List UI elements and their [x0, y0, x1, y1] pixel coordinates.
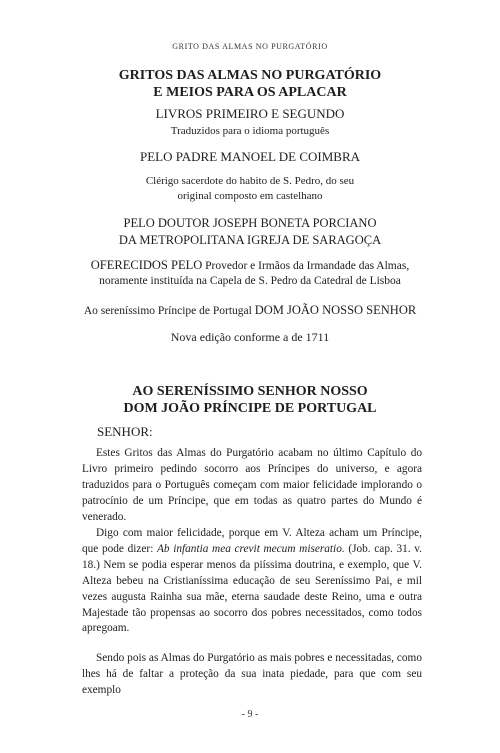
running-head: GRITO DAS ALMAS NO PURGATÓRIO: [172, 42, 328, 51]
offered-by: [60, 258, 440, 289]
books-line: LIVROS PRIMEIRO E SEGUNDO: [155, 106, 345, 121]
translator-line-1: PELO DOUTOR JOSEPH BONETA PORCIANO: [123, 216, 377, 230]
offered-rest: Provedor e Irmãos da Irmandade das Almas,: [202, 260, 410, 272]
translated-line: Traduzidos para o idioma português: [170, 125, 330, 137]
dedication-heading-line-2: DOM JOÃO PRÍNCIPE DE PORTUGAL: [123, 401, 377, 416]
offered-line-2: noramente instituída na Capela de S. Pedro da Catedral de Lisboa: [99, 275, 401, 287]
paragraph-2-rest: (Job. cap. 31. v. 18.) Nem se podia esperar menos da piíssima doutrina, e exemplo, que V. Alteza bebeu na Cristianíssima educação de seu Sereníssimo Pai, e mil vezes augusta Rainha sua mãe, eterna saudade deste Reino, uma e outra Majestade tão propensas ao socorro dos pobres necessitados, como todos apregoam.: [82, 542, 422, 635]
edition-note: Nova edição conforme a de 1711: [170, 330, 330, 344]
latin-quote: Ab infantia mea crevit mecum miseratio.: [157, 542, 345, 555]
body-paragraph-3: Sendo pois as Almas do Purgatório as mais pobres e necessitadas, como lhes há de faltar a proteção da sua inata piedade, para que com seu exemplo: [82, 652, 422, 696]
salutation: SENHOR:: [97, 424, 153, 439]
prince-prefix: Ao sereníssimo Príncipe de Portugal: [83, 305, 255, 317]
dedication-heading-line-1: AO SERENÍSSIMO SENHOR NOSSO: [132, 384, 368, 399]
main-title: [85, 67, 415, 101]
paragraph-2-lead: Digo com maior felicidade, porque em V. Alteza acham um Príncipe, que pode dizer:: [82, 527, 422, 555]
offered-caps: OFERECIDOS PELO: [90, 258, 203, 272]
cleric-description: [85, 174, 415, 204]
author-line: PELO PADRE MANOEL DE COIMBRA: [139, 149, 361, 164]
offered-line-1: [60, 258, 440, 274]
cleric-line-2: original composto em castelhano: [177, 190, 323, 202]
dedication-heading: [85, 383, 415, 417]
page-number: - 9 -: [241, 709, 259, 720]
body-paragraph-2: [82, 526, 422, 637]
body-paragraph-1: Estes Gritos das Almas do Purgatório acabam no último Capítulo do Livro primeiro pedindo socorro aos Príncipes do universo, e agora traduzidos para o Português começam com maior felicidade implorando o patrocínio de um Príncipe, que em todas as quatro partes do Mundo é venerado.: [82, 447, 422, 523]
prince-dedication-line: [40, 303, 460, 319]
translator-line: [85, 215, 415, 249]
translator-line-2: DA METROPOLITANA IGREJA DE SARAGOÇA: [118, 233, 382, 247]
prince-name: DOM JOÃO NOSSO SENHOR: [254, 303, 417, 317]
cleric-line-1: Clérigo sacerdote do habito de S. Pedro, do seu: [145, 175, 355, 187]
main-title-line-1: GRITOS DAS ALMAS NO PURGATÓRIO: [118, 68, 382, 83]
main-title-line-2: E MEIOS PARA OS APLACAR: [153, 85, 347, 100]
